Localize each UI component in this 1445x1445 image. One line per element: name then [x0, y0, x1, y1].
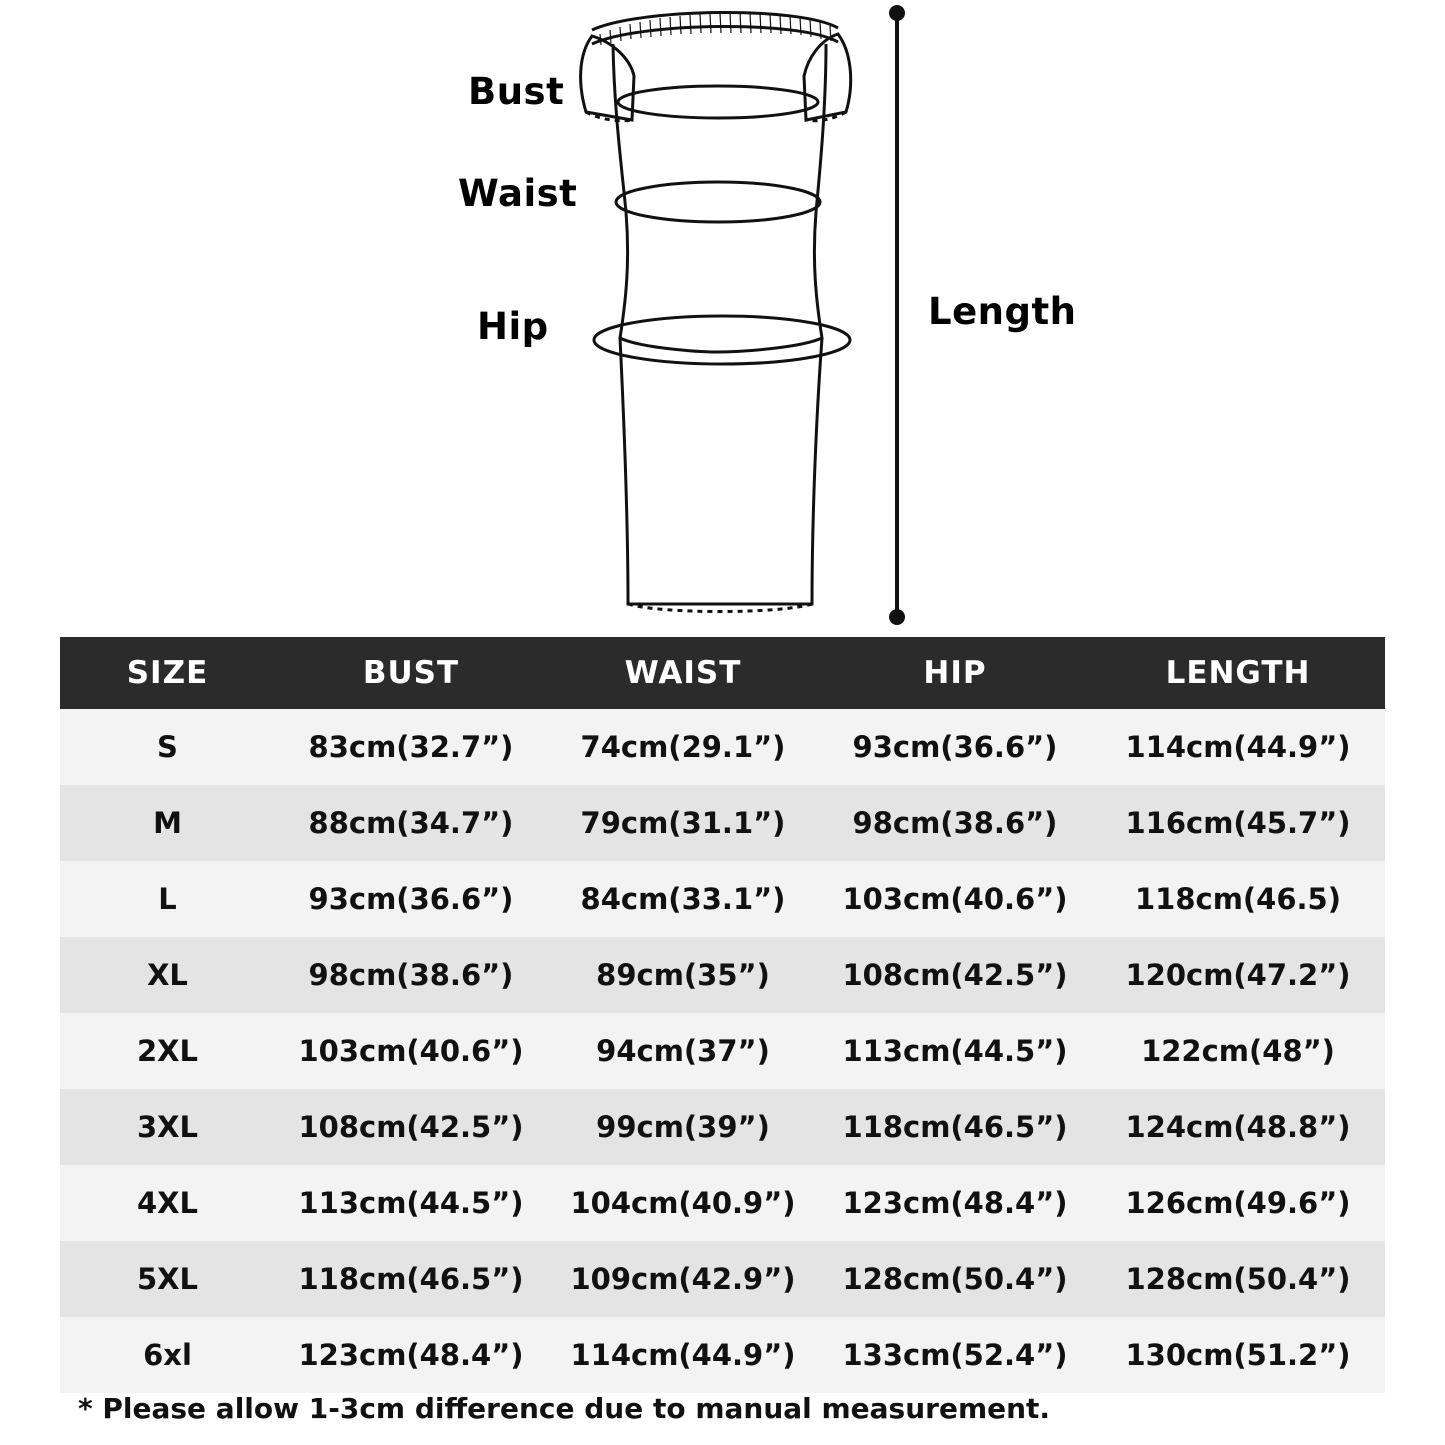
- header-size: SIZE: [60, 637, 275, 709]
- cell-bust: 93cm(36.6”): [275, 861, 547, 937]
- dress-skirt: [620, 338, 822, 604]
- cell-length: 120cm(47.2”): [1091, 937, 1385, 1013]
- header-waist: WAIST: [547, 637, 819, 709]
- table-row: [60, 1317, 1385, 1393]
- length-arrow-top: [889, 5, 905, 21]
- cell-bust: 113cm(44.5”): [275, 1165, 547, 1241]
- cell-length: 116cm(45.7”): [1091, 785, 1385, 861]
- header-length: LENGTH: [1091, 637, 1385, 709]
- table-row: [60, 709, 1385, 785]
- cell-length: 118cm(46.5): [1091, 861, 1385, 937]
- cell-hip: 133cm(52.4”): [819, 1317, 1091, 1393]
- table-row: [60, 785, 1385, 861]
- dress-illustration: [0, 0, 1445, 632]
- length-arrow-bottom: [889, 609, 905, 625]
- cell-length: 130cm(51.2”): [1091, 1317, 1385, 1393]
- cell-waist: 99cm(39”): [547, 1089, 819, 1165]
- cell-length: 124cm(48.8”): [1091, 1089, 1385, 1165]
- cell-length: 114cm(44.9”): [1091, 709, 1385, 785]
- cell-length: 126cm(49.6”): [1091, 1165, 1385, 1241]
- label-bust: Bust: [468, 70, 565, 113]
- cell-waist: 114cm(44.9”): [547, 1317, 819, 1393]
- header-bust: BUST: [275, 637, 547, 709]
- table-header-row: [60, 637, 1385, 709]
- size-table: [60, 637, 1385, 1393]
- cell-size: 4XL: [60, 1165, 275, 1241]
- measurement-footnote: * Please allow 1-3cm difference due to manual measurement.: [78, 1392, 1051, 1425]
- cell-waist: 94cm(37”): [547, 1013, 819, 1089]
- bust-measure-line: [618, 86, 818, 118]
- waist-measure-line: [616, 182, 820, 222]
- table-row: [60, 1165, 1385, 1241]
- table-row: [60, 861, 1385, 937]
- cell-size: M: [60, 785, 275, 861]
- cell-waist: 109cm(42.9”): [547, 1241, 819, 1317]
- cell-bust: 98cm(38.6”): [275, 937, 547, 1013]
- cell-waist: 74cm(29.1”): [547, 709, 819, 785]
- cell-waist: 84cm(33.1”): [547, 861, 819, 937]
- cell-hip: 118cm(46.5”): [819, 1089, 1091, 1165]
- cell-size: L: [60, 861, 275, 937]
- cell-bust: 88cm(34.7”): [275, 785, 547, 861]
- cell-hip: 113cm(44.5”): [819, 1013, 1091, 1089]
- cell-size: 3XL: [60, 1089, 275, 1165]
- cell-hip: 108cm(42.5”): [819, 937, 1091, 1013]
- label-length: Length: [928, 290, 1077, 333]
- cell-bust: 123cm(48.4”): [275, 1317, 547, 1393]
- cell-size: XL: [60, 937, 275, 1013]
- cell-bust: 83cm(32.7”): [275, 709, 547, 785]
- cell-hip: 103cm(40.6”): [819, 861, 1091, 937]
- table-row: [60, 1013, 1385, 1089]
- table-row: [60, 937, 1385, 1013]
- cell-hip: 123cm(48.4”): [819, 1165, 1091, 1241]
- table-row: [60, 1241, 1385, 1317]
- garment-diagram: [0, 0, 1445, 632]
- cell-bust: 108cm(42.5”): [275, 1089, 547, 1165]
- cell-bust: 118cm(46.5”): [275, 1241, 547, 1317]
- cell-size: 6xl: [60, 1317, 275, 1393]
- cell-size: S: [60, 709, 275, 785]
- cell-size: 5XL: [60, 1241, 275, 1317]
- table-row: [60, 1089, 1385, 1165]
- cell-hip: 93cm(36.6”): [819, 709, 1091, 785]
- hip-measure-line: [594, 316, 850, 364]
- cell-waist: 79cm(31.1”): [547, 785, 819, 861]
- cell-waist: 89cm(35”): [547, 937, 819, 1013]
- cell-bust: 103cm(40.6”): [275, 1013, 547, 1089]
- cell-waist: 104cm(40.9”): [547, 1165, 819, 1241]
- header-hip: HIP: [819, 637, 1091, 709]
- cell-length: 128cm(50.4”): [1091, 1241, 1385, 1317]
- cell-hip: 128cm(50.4”): [819, 1241, 1091, 1317]
- size-table-container: [60, 637, 1385, 1393]
- cell-hip: 98cm(38.6”): [819, 785, 1091, 861]
- cell-length: 122cm(48”): [1091, 1013, 1385, 1089]
- cell-size: 2XL: [60, 1013, 275, 1089]
- label-waist: Waist: [458, 172, 578, 215]
- label-hip: Hip: [477, 305, 549, 348]
